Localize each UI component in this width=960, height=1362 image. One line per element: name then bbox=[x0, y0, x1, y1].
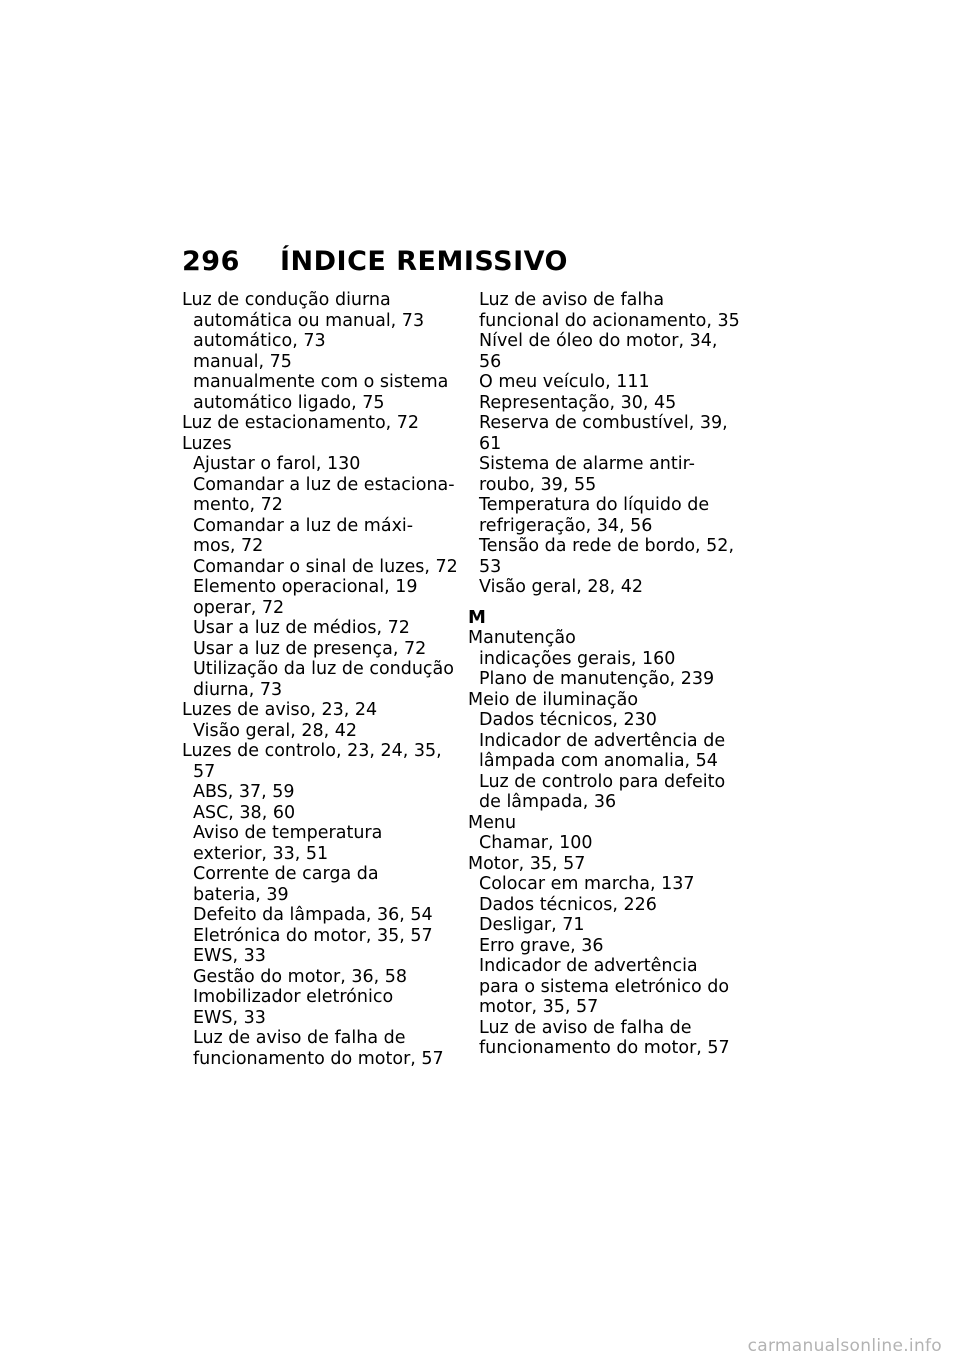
page-number: 296 bbox=[182, 246, 240, 277]
index-subentry: diurna, 73 bbox=[193, 679, 283, 700]
index-subentry: mos, 72 bbox=[193, 536, 264, 556]
index-column-right bbox=[468, 290, 748, 1059]
index-subentry: Luz de aviso de falha de bbox=[479, 1017, 692, 1038]
index-subentry: operar, 72 bbox=[193, 597, 285, 618]
index-subentry: Utilização da luz de condução bbox=[193, 659, 454, 679]
index-entry: Motor, 35, 57 bbox=[468, 853, 586, 874]
index-subentry: Usar a luz de médios, 72 bbox=[193, 618, 410, 638]
index-subentry: lâmpada com anomalia, 54 bbox=[479, 751, 718, 771]
index-subentry: Representação, 30, 45 bbox=[479, 392, 677, 413]
index-subentry: indicações gerais, 160 bbox=[479, 648, 676, 669]
index-subentry: Desligar, 71 bbox=[479, 915, 585, 935]
index-subentry: automática ou manual, 73 bbox=[193, 310, 425, 331]
index-subentry: 61 bbox=[479, 433, 502, 454]
index-subentry: Dados técnicos, 230 bbox=[479, 710, 657, 730]
index-subentry: Ajustar o farol, 130 bbox=[193, 454, 361, 474]
page-title: ÍNDICE REMISSIVO bbox=[280, 246, 569, 277]
index-entry: Luzes bbox=[182, 433, 232, 454]
watermark: carmanualsonline.info bbox=[747, 1336, 942, 1356]
index-entry: Luzes de aviso, 23, 24 bbox=[182, 700, 378, 720]
index-subentry: funcional do acionamento, 35 bbox=[479, 310, 740, 331]
index-column-left bbox=[182, 290, 462, 1069]
index-subentry: refrigeração, 34, 56 bbox=[479, 515, 653, 536]
index-entry: Manutenção bbox=[468, 628, 576, 648]
index-subentry: Colocar em marcha, 137 bbox=[479, 874, 695, 894]
index-subentry: automático, 73 bbox=[193, 331, 326, 351]
index-subentry: motor, 35, 57 bbox=[479, 997, 599, 1017]
index-subentry: O meu veículo, 111 bbox=[479, 372, 650, 392]
index-subentry: Comandar a luz de estaciona- bbox=[193, 474, 455, 495]
index-subentry: Luz de aviso de falha bbox=[479, 290, 665, 310]
index-subentry: Aviso de temperatura bbox=[193, 823, 383, 843]
index-subentry: bateria, 39 bbox=[193, 884, 289, 905]
index-subentry: Luz de controlo para defeito bbox=[479, 771, 726, 792]
index-subentry: Dados técnicos, 226 bbox=[479, 894, 657, 915]
index-subentry: Temperatura do líquido de bbox=[479, 495, 710, 515]
index-subentry: Nível de óleo do motor, 34, bbox=[479, 331, 718, 351]
index-subentry: Defeito da lâmpada, 36, 54 bbox=[193, 905, 433, 925]
index-subentry: ABS, 37, 59 bbox=[193, 782, 295, 802]
index-group-m bbox=[468, 628, 748, 1059]
index-subentry: manualmente com o sistema bbox=[193, 372, 449, 392]
index-subentry: Chamar, 100 bbox=[479, 833, 593, 853]
index-subentry: funcionamento do motor, 57 bbox=[193, 1048, 444, 1069]
index-subentry: roubo, 39, 55 bbox=[479, 474, 597, 495]
index-subentry: Visão geral, 28, 42 bbox=[193, 720, 358, 741]
index-subentry: Indicador de advertência de bbox=[479, 730, 726, 751]
section-letter-m: M bbox=[468, 606, 486, 628]
index-subentry: Erro grave, 36 bbox=[479, 935, 604, 956]
index-subentry: Gestão do motor, 36, 58 bbox=[193, 966, 407, 987]
index-subentry: Imobilizador eletrónico bbox=[193, 987, 394, 1007]
page-header bbox=[182, 246, 568, 277]
index-subentry: Usar a luz de presença, 72 bbox=[193, 638, 427, 659]
index-subentry: Sistema de alarme antir- bbox=[479, 454, 695, 474]
index-subentry: Plano de manutenção, 239 bbox=[479, 669, 715, 689]
index-subentry: de lâmpada, 36 bbox=[479, 792, 617, 812]
index-subentry: Luz de aviso de falha de bbox=[193, 1028, 406, 1048]
index-subentry: Indicador de advertência bbox=[479, 956, 698, 976]
index-subentry: Elemento operacional, 19 bbox=[193, 577, 418, 597]
index-subentry: automático ligado, 75 bbox=[193, 392, 385, 413]
index-subentry: para o sistema eletrónico do bbox=[479, 976, 730, 997]
index-subentry: Reserva de combustível, 39, bbox=[479, 413, 728, 433]
index-subentry: EWS, 33 bbox=[193, 946, 266, 966]
index-entry: Menu bbox=[468, 812, 517, 833]
index-subentry: Tensão da rede de bordo, 52, bbox=[479, 536, 735, 556]
index-subentry: exterior, 33, 51 bbox=[193, 843, 329, 864]
index-subentry: funcionamento do motor, 57 bbox=[479, 1038, 730, 1058]
index-subentry: EWS, 33 bbox=[193, 1007, 266, 1028]
index-subentry: Comandar a luz de máxi- bbox=[193, 515, 414, 536]
index-subentry: mento, 72 bbox=[193, 495, 283, 515]
index-subentry: Eletrónica do motor, 35, 57 bbox=[193, 925, 433, 946]
index-entry: Meio de iluminação bbox=[468, 689, 639, 710]
index-subentry: 57 bbox=[193, 761, 216, 782]
index-entry: Luzes de controlo, 23, 24, 35, bbox=[182, 741, 442, 761]
index-subentry: ASC, 38, 60 bbox=[193, 802, 296, 823]
index-entry: Luz de condução diurna bbox=[182, 290, 391, 310]
index-subentry: Visão geral, 28, 42 bbox=[479, 577, 644, 597]
index-group-continued bbox=[468, 290, 748, 598]
index-subentry: 56 bbox=[479, 351, 502, 372]
index-subentry: Corrente de carga da bbox=[193, 864, 379, 884]
index-subentry: manual, 75 bbox=[193, 351, 292, 372]
index-subentry: Comandar o sinal de luzes, 72 bbox=[193, 556, 458, 577]
index-entry: Luz de estacionamento, 72 bbox=[182, 413, 420, 433]
index-subentry: 53 bbox=[479, 556, 502, 577]
